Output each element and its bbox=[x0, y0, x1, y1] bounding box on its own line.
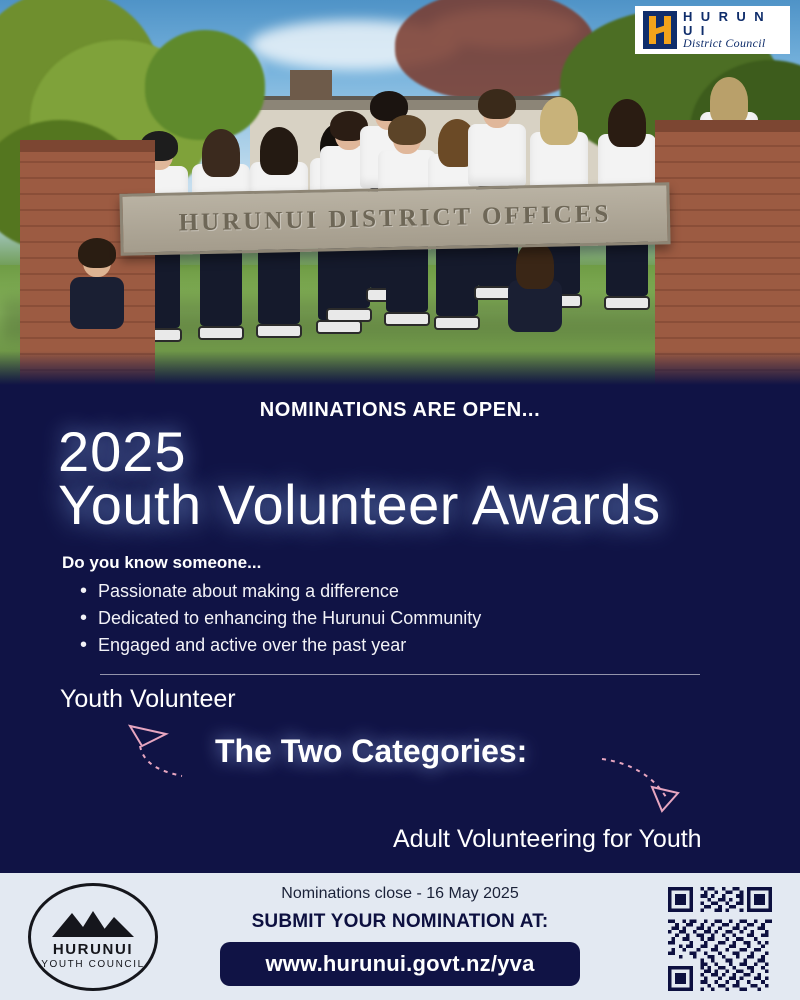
list-item: • Engaged and active over the past year bbox=[80, 635, 800, 656]
logo-subtitle: District Council bbox=[683, 36, 766, 51]
list-item: • Passionate about making a difference bbox=[80, 581, 800, 602]
poster-footer bbox=[0, 873, 800, 1000]
seated-person-left bbox=[70, 245, 124, 329]
submit-label: SUBMIT YOUR NOMINATION AT: bbox=[251, 911, 549, 932]
hurunui-h-monogram-icon bbox=[643, 11, 677, 49]
criteria-list bbox=[0, 581, 800, 656]
categories-heading: The Two Categories: bbox=[215, 733, 528, 769]
footer-center bbox=[170, 885, 630, 986]
title-block bbox=[0, 420, 800, 536]
qr-code[interactable] bbox=[668, 887, 772, 991]
nomination-url: www.hurunui.govt.nz/yva bbox=[265, 951, 535, 976]
category-adult-volunteering: Adult Volunteering for Youth bbox=[393, 825, 702, 853]
category-youth-volunteer: Youth Volunteer bbox=[60, 685, 236, 713]
nominations-close-date: Nominations close - 16 May 2025 bbox=[281, 885, 519, 902]
office-sign-text: HURUNUI DISTRICT OFFICES bbox=[178, 200, 612, 237]
curved-arrow-right-icon bbox=[600, 753, 700, 833]
nominations-open-banner: NOMINATIONS ARE OPEN... bbox=[259, 399, 541, 421]
curved-arrow-left-icon bbox=[120, 720, 210, 800]
brick-wall-right bbox=[655, 130, 800, 385]
award-year: 2025 bbox=[58, 420, 187, 483]
logo-title: H U R U N U I bbox=[683, 9, 766, 38]
nomination-url-button[interactable] bbox=[220, 942, 580, 986]
photo-fade bbox=[0, 351, 800, 385]
poster-body bbox=[0, 385, 800, 873]
award-title: Youth Volunteer Awards bbox=[58, 473, 661, 536]
divider bbox=[100, 674, 700, 675]
hurunui-youth-council-logo bbox=[28, 883, 158, 991]
hero-photo bbox=[0, 0, 800, 385]
criteria-lead: Do you know someone... bbox=[62, 552, 262, 572]
hurunui-district-council-logo bbox=[635, 6, 790, 54]
youth-council-subtitle: YOUTH COUNCIL bbox=[41, 958, 145, 970]
office-sign bbox=[119, 182, 670, 256]
seated-person-right bbox=[508, 248, 562, 332]
mountain-icon bbox=[50, 905, 136, 939]
youth-council-name: HURUNUI bbox=[52, 940, 134, 958]
list-item: • Dedicated to enhancing the Hurunui Community bbox=[80, 608, 800, 629]
